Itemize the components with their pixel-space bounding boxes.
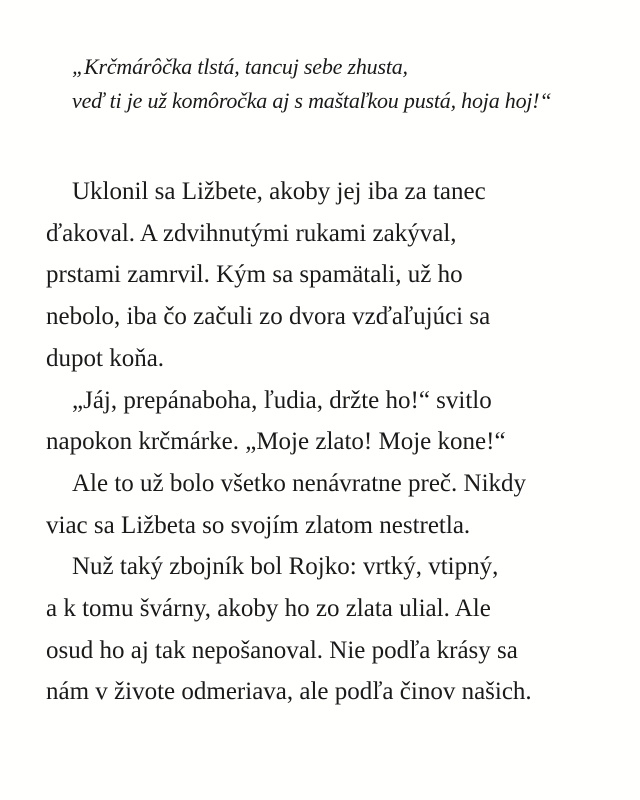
paragraph-4-line-4: nám v živote odmeriava, ale podľa činov našich. [46, 678, 532, 706]
body-text [46, 171, 606, 713]
verse-quote [72, 50, 551, 118]
paragraph-1-line-5: dupot koňa. [46, 344, 165, 372]
verse-line-2: veď ti je už komôročka aj s maštaľkou pustá, hoja hoj!“ [72, 88, 552, 113]
paragraph-4-line-3: osud ho aj tak nepošanoval. Nie podľa krásy sa [46, 636, 518, 664]
paragraph-1-line-4: nebolo, iba čo začuli zo dvora vzďaľujúci sa [46, 303, 491, 331]
paragraph-2-line-1: „Jáj, prepánaboha, ľudia, držte ho!“ svitlo [72, 386, 492, 414]
paragraph-1-line-2: ďakoval. A zdvihnutými rukami zakýval, [46, 219, 457, 247]
verse-line-1: „Krčmárôčka tlstá, tancuj sebe zhusta, [72, 54, 408, 79]
paragraph-2-line-2: napokon krčmárke. „Moje zlato! Moje kone!“ [46, 428, 506, 456]
paragraph-4-line-2: a k tomu švárny, akoby ho zo zlata ulial. Ale [46, 595, 491, 623]
paragraph-3-line-2: viac sa Ližbeta so svojím zlatom nestretla. [46, 511, 471, 539]
paragraph-3-line-1: Ale to už bolo všetko nenávratne preč. Nikdy [72, 469, 527, 497]
paragraph-4-line-1: Nuž taký zbojník bol Rojko: vrtký, vtipný, [72, 553, 499, 581]
paragraph-1-line-1: Uklonil sa Ližbete, akoby jej iba za tanec [72, 178, 486, 205]
paragraph-1-line-3: prstami zamrvil. Kým sa spamätali, už ho [46, 261, 463, 289]
